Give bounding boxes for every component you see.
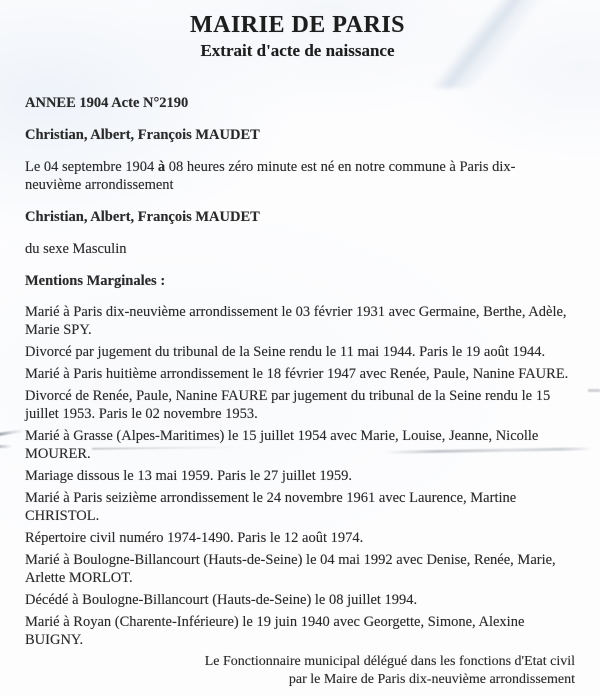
registered-name-line-2: Christian, Albert, François MAUDET [25, 209, 260, 225]
paper-fold-mark-left [0, 429, 24, 436]
marginal-mention-7: Marié à Paris seizième arrondissement le 24 novembre 1961 avec Laurence, Martine CHRISTOL. [25, 490, 517, 524]
paper-mark-right-edge [588, 389, 600, 392]
registered-name-line-1: Christian, Albert, François MAUDET [25, 127, 260, 143]
footer-line-1: Le Fonctionnaire municipal délégué dans les fonctions d'Etat civil [204, 654, 575, 669]
marginal-mention-9: Marié à Boulogne-Billancourt (Hauts-de-Seine) le 04 mai 1992 avec Denise, Renée, Marie, Arlette MORLOT. [25, 552, 556, 586]
document-subtitle: Extrait d'acte de naissance [200, 41, 395, 60]
marginal-mention-8: Répertoire civil numéro 1974-1490. Paris le 12 août 1974. [25, 530, 364, 546]
marginal-mention-3: Marié à Paris huitième arrondissement le 18 février 1947 avec Renée, Paule, Nanine FAURE. [25, 366, 569, 382]
sex-line: du sexe Masculin [25, 241, 127, 257]
birth-statement-prefix: Le 04 septembre 1904 [25, 159, 158, 175]
document-header [25, 12, 570, 61]
birth-statement-suffix: 08 heures zéro minute est né en notre commune à Paris dix-neuvième arrondissement [25, 159, 516, 193]
birth-statement [25, 158, 570, 194]
marginal-mentions-heading: Mentions Marginales : [25, 273, 166, 289]
marginal-mention-2: Divorcé par jugement du tribunal de la Seine rendu le 11 mai 1944. Paris le 19 août 1944. [25, 344, 546, 360]
document-body [25, 94, 570, 649]
marginal-mention-4: Divorcé de Renée, Paule, Nanine FAURE par jugement du tribunal de la Seine rendu le 15 juillet 1953. Paris le 02 novembre 1953. [25, 388, 551, 422]
marginal-mention-10: Décédé à Boulogne-Billancourt (Hauts-de-Seine) le 08 juillet 1994. [25, 592, 418, 608]
signature-block [25, 653, 575, 689]
birth-statement-bold-at: à [157, 159, 166, 175]
acte-number-line: ANNEE 1904 Acte N°2190 [25, 95, 189, 111]
paper-fold-mark-left-small [0, 445, 12, 448]
marginal-mention-5: Marié à Grasse (Alpes-Maritimes) le 15 juillet 1954 avec Marie, Louise, Jeanne, Nicolle MOURER. [25, 428, 539, 462]
footer-line-2: par le Maire de Paris dix-neuvième arrondissement [288, 672, 575, 687]
marginal-mention-1: Marié à Paris dix-neuvième arrondissement le 03 février 1931 avec Germaine, Berthe, Adèle, Marie SPY. [25, 304, 567, 338]
document-title: MAIRIE DE PARIS [189, 12, 406, 38]
marginal-mention-6: Mariage dissous le 13 mai 1959. Paris le 27 juillet 1959. [25, 468, 353, 484]
marginal-mention-11: Marié à Royan (Charente-Inférieure) le 19 juin 1940 avec Georgette, Simone, Alexine BUIGNY. [25, 614, 525, 648]
